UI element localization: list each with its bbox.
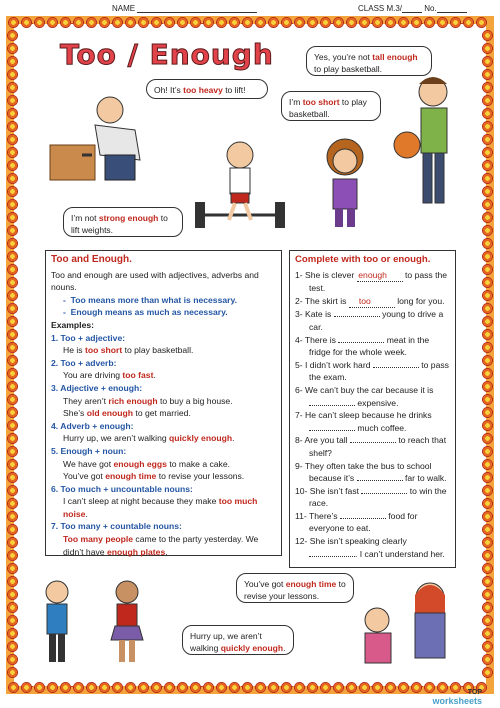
flower-ornament xyxy=(320,682,331,693)
flower-ornament xyxy=(268,17,279,28)
exercise-item: 9- They often take the bus to school because it’s far to walk. xyxy=(295,460,447,484)
flower-ornament xyxy=(482,667,493,678)
flower-ornament xyxy=(463,17,474,28)
flower-ornament xyxy=(229,682,240,693)
flower-ornament xyxy=(482,43,493,54)
flower-ornament xyxy=(7,147,18,158)
flower-ornament xyxy=(21,682,32,693)
flower-ornament xyxy=(424,17,435,28)
two-kids-walking-illustration xyxy=(25,578,165,670)
flower-ornament xyxy=(7,589,18,600)
flower-ornament xyxy=(7,394,18,405)
page-title: Too / Enough xyxy=(60,38,274,71)
flower-ornament xyxy=(482,589,493,600)
flower-ornament xyxy=(320,17,331,28)
flower-ornament xyxy=(482,329,493,340)
flower-ornament xyxy=(190,682,201,693)
flower-ornament xyxy=(255,17,266,28)
class-label: CLASS M.3/ No. xyxy=(358,4,467,13)
flower-ornament xyxy=(216,17,227,28)
flower-ornament xyxy=(359,17,370,28)
exercise-box xyxy=(289,250,456,568)
flower-ornament xyxy=(482,615,493,626)
flower-ornament xyxy=(333,17,344,28)
example-rich-enough: They aren’t rich enough to buy a big house. xyxy=(63,395,233,406)
flower-ornament xyxy=(482,537,493,548)
flower-ornament xyxy=(7,199,18,210)
flower-ornament xyxy=(346,17,357,28)
exercise-item: 8- Are you tall to reach that shelf? xyxy=(295,435,447,458)
flower-ornament xyxy=(476,17,487,28)
flower-ornament xyxy=(60,17,71,28)
flower-ornament xyxy=(482,654,493,665)
flower-ornament xyxy=(7,472,18,483)
flower-ornament xyxy=(99,682,110,693)
flower-ornament xyxy=(482,225,493,236)
flower-ornament xyxy=(7,160,18,171)
flower-ornament xyxy=(47,682,58,693)
answer-blank[interactable] xyxy=(357,480,403,481)
flower-ornament xyxy=(346,682,357,693)
flower-ornament xyxy=(482,238,493,249)
flower-ornament xyxy=(7,316,18,327)
rule-too: - Too means more than what is necessary. xyxy=(63,294,238,305)
example-too-much-noise: I can’t sleep at night because they make too much noise. xyxy=(63,496,258,519)
flower-ornament xyxy=(482,316,493,327)
flower-ornament xyxy=(372,682,383,693)
flower-ornament xyxy=(7,355,18,366)
flower-ornament xyxy=(203,682,214,693)
flower-ornament xyxy=(60,682,71,693)
flower-ornament xyxy=(138,17,149,28)
flower-ornament xyxy=(482,56,493,67)
exercise-item: 1- She is clever enough to pass the test. xyxy=(295,269,448,294)
flower-ornament xyxy=(7,667,18,678)
answer-blank[interactable] xyxy=(309,430,355,431)
flower-ornament xyxy=(482,498,493,509)
flower-ornament xyxy=(482,563,493,574)
exercise-item: 10- She isn’t fast to win the race. xyxy=(295,485,447,509)
short-girl-illustration xyxy=(310,135,380,235)
flower-ornament xyxy=(242,682,253,693)
flower-ornament xyxy=(7,69,18,80)
speech-bubble-tall-enough: Yes, you’re not tall enough to play basketball. xyxy=(306,46,432,76)
example-too-fast: You are driving too fast. xyxy=(63,370,156,381)
flower-ornament xyxy=(151,682,162,693)
flower-ornament xyxy=(7,446,18,457)
flower-ornament xyxy=(482,342,493,353)
flower-ornament xyxy=(482,277,493,288)
section-enough-noun: 5. Enough + noun: xyxy=(51,445,127,456)
flower-ornament xyxy=(151,17,162,28)
flower-ornament xyxy=(7,576,18,587)
flower-ornament xyxy=(482,82,493,93)
answer-blank[interactable] xyxy=(309,405,355,406)
exercise-item: 11- There’s food for everyone to eat. xyxy=(295,510,418,534)
flower-ornament xyxy=(203,17,214,28)
flower-ornament xyxy=(242,17,253,28)
flower-ornament xyxy=(7,251,18,262)
section-too-much: 6. Too much + uncountable nouns: xyxy=(51,483,193,494)
flower-ornament xyxy=(385,682,396,693)
weightlifter-illustration xyxy=(195,130,285,230)
flower-ornament xyxy=(7,56,18,67)
flower-ornament xyxy=(482,407,493,418)
flower-ornament xyxy=(7,134,18,145)
flower-ornament xyxy=(99,17,110,28)
flower-ornament xyxy=(482,212,493,223)
flower-ornament xyxy=(21,17,32,28)
flower-ornament xyxy=(7,368,18,379)
flower-ornament xyxy=(112,17,123,28)
flower-ornament xyxy=(7,407,18,418)
flower-ornament xyxy=(333,682,344,693)
flower-ornament xyxy=(372,17,383,28)
flower-ornament xyxy=(482,576,493,587)
flower-ornament xyxy=(7,563,18,574)
flower-ornament xyxy=(7,654,18,665)
speech-bubble-too-short: I’m too short to play basketball. xyxy=(281,91,381,121)
flower-ornament xyxy=(398,17,409,28)
flower-ornament xyxy=(482,251,493,262)
flower-ornament xyxy=(482,303,493,314)
flower-ornament xyxy=(482,485,493,496)
flower-ornament xyxy=(450,17,461,28)
answer-blank[interactable] xyxy=(309,556,355,557)
flower-ornament xyxy=(125,17,136,28)
flower-ornament xyxy=(482,511,493,522)
examples-label: Examples: xyxy=(51,319,94,330)
name-label: NAME xyxy=(112,4,257,13)
man-lifting-box-illustration xyxy=(40,85,150,195)
flower-ornament xyxy=(47,17,58,28)
flower-ornament xyxy=(482,433,493,444)
flower-ornament xyxy=(7,30,18,41)
example-enough-time: You’ve got enough time to revise your lessons. xyxy=(63,471,245,482)
flower-ornament xyxy=(7,173,18,184)
exercise-item: 4- There is meat in the fridge for the whole week. xyxy=(295,334,430,358)
flower-ornament xyxy=(482,290,493,301)
mother-and-girl-illustration xyxy=(345,575,465,675)
flower-ornament xyxy=(7,459,18,470)
flower-ornament xyxy=(7,303,18,314)
flower-ornament xyxy=(7,121,18,132)
flower-ornament xyxy=(482,381,493,392)
exercise-item: 12- She isn’t speaking clearly . I can’t understand her. xyxy=(295,536,445,559)
exercise-item: 7- He can’t sleep because he drinks much coffee. xyxy=(295,410,432,433)
rule-enough: - Enough means as much as necessary. xyxy=(63,307,228,318)
answer-blank[interactable]: too xyxy=(349,295,395,309)
flower-ornament xyxy=(7,238,18,249)
flower-ornament xyxy=(255,682,266,693)
flower-ornament xyxy=(268,682,279,693)
flower-ornament xyxy=(482,446,493,457)
flower-ornament xyxy=(73,682,84,693)
flower-ornament xyxy=(359,682,370,693)
answer-blank[interactable] xyxy=(361,493,407,494)
exercise-list xyxy=(295,269,450,561)
example-quickly-enough: Hurry up, we aren’t walking quickly enough. xyxy=(63,433,235,444)
flower-ornament xyxy=(190,17,201,28)
flower-ornament xyxy=(482,420,493,431)
flower-ornament xyxy=(7,381,18,392)
flower-ornament xyxy=(482,160,493,171)
answer-blank[interactable] xyxy=(373,367,419,368)
flower-ornament xyxy=(7,615,18,626)
flower-ornament xyxy=(482,108,493,119)
flower-ornament xyxy=(112,682,123,693)
flower-ornament xyxy=(482,30,493,41)
grammar-intro: Too and enough are used with adjectives, adverbs and nouns. xyxy=(51,269,259,293)
flower-ornament xyxy=(482,95,493,106)
flower-ornament xyxy=(482,550,493,561)
flower-ornament xyxy=(34,17,45,28)
speech-bubble-enough-time: You’ve got enough time to revise your lessons. xyxy=(236,573,354,603)
section-too-adjective: 1. Too + adjective: xyxy=(51,332,126,343)
exercise-item: 2- The skirt is too long for you. xyxy=(295,295,450,309)
exercise-item: 6- We can’t buy the car because it is expensive. xyxy=(295,384,434,408)
flower-ornament xyxy=(482,524,493,535)
flower-ornament xyxy=(7,82,18,93)
exercise-item: 3- Kate is young to drive a car. xyxy=(295,309,444,332)
example-too-short: He is too short to play basketball. xyxy=(63,345,194,356)
flower-ornament xyxy=(294,17,305,28)
example-old-enough: She’s old enough to get married. xyxy=(63,408,191,419)
flower-ornament xyxy=(7,186,18,197)
flower-ornament xyxy=(385,17,396,28)
flower-ornament xyxy=(482,199,493,210)
grammar-explanation-box xyxy=(45,250,282,556)
watermark-logo: TOP worksheets xyxy=(432,689,482,706)
flower-ornament xyxy=(177,17,188,28)
answer-blank[interactable] xyxy=(338,342,384,343)
flower-ornament xyxy=(7,290,18,301)
flower-ornament xyxy=(281,17,292,28)
exercise-item: 5- I didn’t work hard to pass the exam. xyxy=(295,359,449,383)
flower-ornament xyxy=(216,682,227,693)
flower-ornament xyxy=(7,212,18,223)
flower-ornament xyxy=(86,17,97,28)
tall-boy-with-basketball-illustration xyxy=(385,70,465,230)
answer-blank[interactable]: enough xyxy=(357,269,403,283)
flower-ornament xyxy=(482,459,493,470)
flower-ornament xyxy=(482,121,493,132)
flower-ornament xyxy=(34,682,45,693)
flower-ornament xyxy=(482,134,493,145)
flower-ornament xyxy=(8,17,19,28)
speech-bubble-quickly-enough: Hurry up, we aren’t walking quickly enough. xyxy=(182,625,294,655)
answer-blank[interactable] xyxy=(340,518,386,519)
section-too-many: 7. Too many + countable nouns: xyxy=(51,521,182,532)
flower-ornament xyxy=(482,602,493,613)
example-enough-eggs: We have got enough eggs to make a cake. xyxy=(63,458,231,469)
flower-ornament xyxy=(164,17,175,28)
flower-ornament xyxy=(482,355,493,366)
flower-ornament xyxy=(307,682,318,693)
flower-ornament xyxy=(307,17,318,28)
section-too-adverb: 2. Too + adverb: xyxy=(51,357,117,368)
flower-ornament xyxy=(229,17,240,28)
flower-ornament xyxy=(411,17,422,28)
flower-ornament xyxy=(7,329,18,340)
flower-ornament xyxy=(7,641,18,652)
answer-blank[interactable] xyxy=(334,316,380,317)
flower-ornament xyxy=(73,17,84,28)
flower-ornament xyxy=(482,368,493,379)
flower-ornament xyxy=(7,524,18,535)
flower-ornament xyxy=(482,628,493,639)
flower-ornament xyxy=(7,628,18,639)
speech-bubble-strong-enough: I’m not strong enough to lift weights. xyxy=(63,207,183,237)
flower-ornament xyxy=(437,17,448,28)
flower-ornament xyxy=(482,186,493,197)
flower-ornament xyxy=(164,682,175,693)
flower-ornament xyxy=(482,472,493,483)
exercise-heading: Complete with too or enough. xyxy=(295,254,431,265)
speech-bubble-too-heavy: Oh! It’s too heavy to lift! xyxy=(146,79,268,99)
flower-ornament xyxy=(7,498,18,509)
flower-ornament xyxy=(7,511,18,522)
flower-ornament xyxy=(482,394,493,405)
flower-ornament xyxy=(398,682,409,693)
answer-blank[interactable] xyxy=(350,442,396,443)
flower-ornament xyxy=(7,43,18,54)
grammar-heading: Too and Enough. xyxy=(51,254,132,265)
flower-ornament xyxy=(7,95,18,106)
flower-ornament xyxy=(482,147,493,158)
flower-ornament xyxy=(7,550,18,561)
flower-ornament xyxy=(7,602,18,613)
flower-ornament xyxy=(7,342,18,353)
flower-ornament xyxy=(482,173,493,184)
section-adjective-enough: 3. Adjective + enough: xyxy=(51,382,143,393)
flower-ornament xyxy=(281,682,292,693)
flower-ornament xyxy=(177,682,188,693)
flower-ornament xyxy=(482,641,493,652)
flower-ornament xyxy=(411,682,422,693)
flower-ornament xyxy=(138,682,149,693)
flower-ornament xyxy=(7,420,18,431)
flower-ornament xyxy=(7,225,18,236)
flower-ornament xyxy=(86,682,97,693)
section-adverb-enough: 4. Adverb + enough: xyxy=(51,420,134,431)
flower-ornament xyxy=(8,682,19,693)
flower-ornament xyxy=(125,682,136,693)
flower-ornament xyxy=(7,264,18,275)
flower-ornament xyxy=(7,108,18,119)
example-too-many-people: Too many people came to the party yesterday. We didn’t have enough plates. xyxy=(63,534,259,557)
flower-ornament xyxy=(482,264,493,275)
flower-ornament xyxy=(7,537,18,548)
flower-ornament xyxy=(482,69,493,80)
flower-ornament xyxy=(7,277,18,288)
flower-ornament xyxy=(294,682,305,693)
flower-ornament xyxy=(7,485,18,496)
flower-ornament xyxy=(7,433,18,444)
